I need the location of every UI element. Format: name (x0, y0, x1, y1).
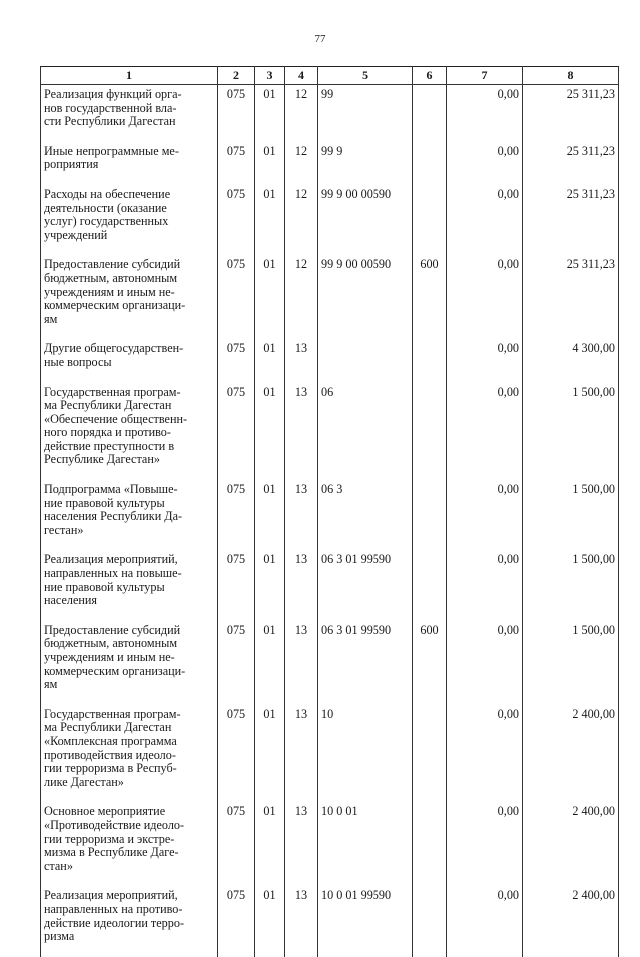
code-cell-3: 01 (255, 802, 285, 886)
code-cell-4: 13 (285, 621, 318, 705)
row-name-line: действие идеологии терро- (44, 915, 185, 930)
row-name-line: ние правовой культуры (44, 495, 165, 510)
amount-cell-8: 2 400,00 (523, 886, 619, 956)
row-name-line: учреждениям и иным не- (44, 650, 175, 664)
row-name-line: Реализация функций орга- (44, 87, 182, 101)
row-name-line: бюджетным, автономным (44, 270, 178, 285)
code-cell-4: 13 (285, 802, 318, 886)
table-row (41, 255, 619, 339)
code-cell-4: 12 (285, 255, 318, 339)
code-cell-2: 075 (218, 185, 255, 255)
code-cell-5: 99 (318, 85, 413, 142)
row-name-line: направленных на противо- (44, 901, 183, 916)
code-cell-6 (413, 886, 447, 956)
code-cell-2: 075 (218, 85, 255, 142)
amount-cell-8: 1 500,00 (523, 480, 619, 550)
amount-cell-7: 0,00 (447, 550, 523, 620)
table-row (41, 550, 619, 620)
amount-cell-8: 1 500,00 (523, 621, 619, 705)
code-cell-3: 01 (255, 705, 285, 803)
row-name-line: ризма (44, 929, 75, 944)
amount-cell-7: 0,00 (447, 339, 523, 382)
code-cell-5 (318, 339, 413, 382)
code-cell-4: 13 (285, 550, 318, 620)
table-row (41, 185, 619, 255)
amount-cell-7: 0,00 (447, 255, 523, 339)
row-name-line: действие преступности в (44, 438, 175, 453)
code-cell-2: 075 (218, 705, 255, 803)
code-cell-5: 06 3 01 99590 (318, 621, 413, 705)
column-header: 4 (285, 67, 318, 85)
code-cell-4: 12 (285, 185, 318, 255)
code-cell-5: 10 0 01 (318, 802, 413, 886)
row-name-line: гии терроризма и экстре- (44, 831, 175, 846)
code-cell-4: 13 (285, 705, 318, 803)
row-name-cell (41, 802, 218, 886)
code-cell-2: 075 (218, 621, 255, 705)
amount-cell-7: 0,00 (447, 142, 523, 185)
code-cell-2: 075 (218, 383, 255, 481)
code-cell-3: 01 (255, 621, 285, 705)
amount-cell-8: 25 311,23 (523, 255, 619, 339)
code-cell-2: 075 (218, 255, 255, 339)
code-cell-3: 01 (255, 550, 285, 620)
code-cell-6 (413, 705, 447, 803)
row-name-cell (41, 255, 218, 339)
row-name-line: Реализация мероприятий, (44, 552, 178, 567)
code-cell-2: 075 (218, 802, 255, 886)
code-cell-4: 13 (285, 480, 318, 550)
row-name-line: «Противодействие идеоло- (44, 817, 185, 832)
row-name-cell (41, 705, 218, 803)
code-cell-3: 01 (255, 185, 285, 255)
code-cell-6: 600 (413, 255, 447, 339)
code-cell-6 (413, 85, 447, 142)
row-name-line: услуг) государственных (44, 214, 169, 229)
code-cell-5: 99 9 00 00590 (318, 255, 413, 339)
amount-cell-8: 1 500,00 (523, 550, 619, 620)
row-name-cell (41, 621, 218, 705)
amount-cell-7: 0,00 (447, 383, 523, 481)
code-cell-5: 06 3 01 99590 (318, 550, 413, 620)
row-name-line: Предоставление субсидий (44, 257, 181, 272)
row-name-cell (41, 886, 218, 956)
amount-cell-8: 4 300,00 (523, 339, 619, 382)
code-cell-3: 01 (255, 886, 285, 956)
row-name-line: ма Республики Дагестан (44, 398, 172, 413)
row-name-line: ные вопросы (44, 354, 112, 369)
row-name-cell (41, 142, 218, 185)
code-cell-5: 06 (318, 383, 413, 481)
code-cell-4: 13 (285, 886, 318, 956)
row-name-line: коммерческим организаци- (44, 663, 186, 678)
row-name-cell (41, 339, 218, 382)
code-cell-2: 075 (218, 339, 255, 382)
column-header: 7 (447, 67, 523, 85)
amount-cell-7: 0,00 (447, 802, 523, 886)
table-row (41, 802, 619, 886)
row-name-line: нов государственной вла- (44, 100, 177, 115)
row-name-line: роприятия (44, 157, 99, 172)
row-name-line: «Комплексная программа (44, 733, 177, 748)
column-header: 8 (523, 67, 619, 85)
code-cell-4: 13 (285, 339, 318, 382)
row-name-line: деятельности (оказание (44, 200, 167, 215)
row-name-line: Подпрограмма «Повыше- (44, 482, 178, 497)
code-cell-3: 01 (255, 480, 285, 550)
row-name-line: Государственная програм- (44, 384, 181, 399)
amount-cell-7: 0,00 (447, 705, 523, 803)
table-row (41, 705, 619, 803)
code-cell-4: 12 (285, 142, 318, 185)
code-cell-6 (413, 142, 447, 185)
row-name-line: гестан» (44, 522, 84, 537)
row-name-line: лике Дагестан» (44, 774, 124, 789)
row-name-line: ям (44, 311, 58, 326)
row-name-line: учреждениям и иным не- (44, 284, 175, 299)
code-cell-5: 10 0 01 99590 (318, 886, 413, 956)
code-cell-5: 99 9 (318, 142, 413, 185)
row-name-line: бюджетным, автономным (44, 636, 178, 651)
code-cell-3: 01 (255, 339, 285, 382)
table-row (41, 85, 619, 142)
row-name-cell (41, 480, 218, 550)
column-header: 3 (255, 67, 285, 85)
row-name-line: стан» (44, 858, 73, 873)
code-cell-3: 01 (255, 85, 285, 142)
row-name-line: мизма в Республике Даге- (44, 845, 179, 860)
row-name-line: ного порядка и противо- (44, 425, 171, 440)
table-body (41, 85, 619, 957)
row-name-line: гии терроризма в Респуб- (44, 761, 177, 776)
page-number: 77 (314, 33, 326, 45)
row-name-line: ям (44, 677, 58, 692)
amount-cell-8: 1 500,00 (523, 383, 619, 481)
amount-cell-8: 2 400,00 (523, 802, 619, 886)
budget-table (40, 66, 619, 957)
code-cell-6 (413, 802, 447, 886)
row-name-cell (41, 185, 218, 255)
amount-cell-8: 25 311,23 (523, 142, 619, 185)
row-name-line: сти Республики Дагестан (44, 114, 176, 129)
code-cell-6 (413, 383, 447, 481)
amount-cell-8: 25 311,23 (523, 185, 619, 255)
table-row (41, 383, 619, 481)
column-header: 6 (413, 67, 447, 85)
row-name-line: Республике Дагестан» (44, 452, 160, 467)
amount-cell-7: 0,00 (447, 621, 523, 705)
code-cell-2: 075 (218, 142, 255, 185)
row-name-line: Иные непрограммные ме- (44, 143, 179, 158)
code-cell-4: 13 (285, 383, 318, 481)
row-name-line: Государственная програм- (44, 706, 181, 721)
code-cell-6 (413, 480, 447, 550)
amount-cell-8: 2 400,00 (523, 705, 619, 803)
table-row (41, 339, 619, 382)
row-name-line: «Обеспечение общественн- (44, 411, 188, 426)
code-cell-3: 01 (255, 142, 285, 185)
code-cell-2: 075 (218, 480, 255, 550)
row-name-line: населения (44, 593, 98, 608)
code-cell-6: 600 (413, 621, 447, 705)
code-cell-6 (413, 550, 447, 620)
table-row (41, 886, 619, 956)
row-name-cell (41, 85, 218, 142)
table-row (41, 480, 619, 550)
code-cell-3: 01 (255, 383, 285, 481)
row-name-line: Расходы на обеспечение (44, 186, 171, 201)
code-cell-2: 075 (218, 550, 255, 620)
row-name-line: коммерческим организаци- (44, 298, 186, 313)
row-name-line: населения Республики Да- (44, 509, 183, 524)
row-name-line: Предоставление субсидий (44, 622, 181, 637)
code-cell-2: 075 (218, 886, 255, 956)
row-name-line: противодействия идеоло- (44, 747, 176, 762)
row-name-line: учреждений (44, 227, 108, 242)
table-row (41, 142, 619, 185)
row-name-line: ма Республики Дагестан (44, 720, 172, 735)
amount-cell-7: 0,00 (447, 185, 523, 255)
code-cell-5: 99 9 00 00590 (318, 185, 413, 255)
row-name-line: направленных на повыше- (44, 566, 182, 581)
amount-cell-7: 0,00 (447, 480, 523, 550)
code-cell-6 (413, 185, 447, 255)
column-header: 5 (318, 67, 413, 85)
row-name-line: Реализация мероприятий, (44, 888, 178, 903)
code-cell-5: 06 3 (318, 480, 413, 550)
code-cell-5: 10 (318, 705, 413, 803)
column-header: 2 (218, 67, 255, 85)
code-cell-4: 12 (285, 85, 318, 142)
amount-cell-8: 25 311,23 (523, 85, 619, 142)
row-name-cell (41, 383, 218, 481)
row-name-cell (41, 550, 218, 620)
column-header: 1 (41, 67, 218, 85)
row-name-line: Другие общегосударствен- (44, 341, 184, 356)
code-cell-6 (413, 339, 447, 382)
amount-cell-7: 0,00 (447, 85, 523, 142)
amount-cell-7: 0,00 (447, 886, 523, 956)
row-name-line: Основное мероприятие (44, 804, 166, 819)
table-row (41, 621, 619, 705)
row-name-line: ние правовой культуры (44, 579, 165, 594)
table-header-row (41, 67, 619, 85)
code-cell-3: 01 (255, 255, 285, 339)
